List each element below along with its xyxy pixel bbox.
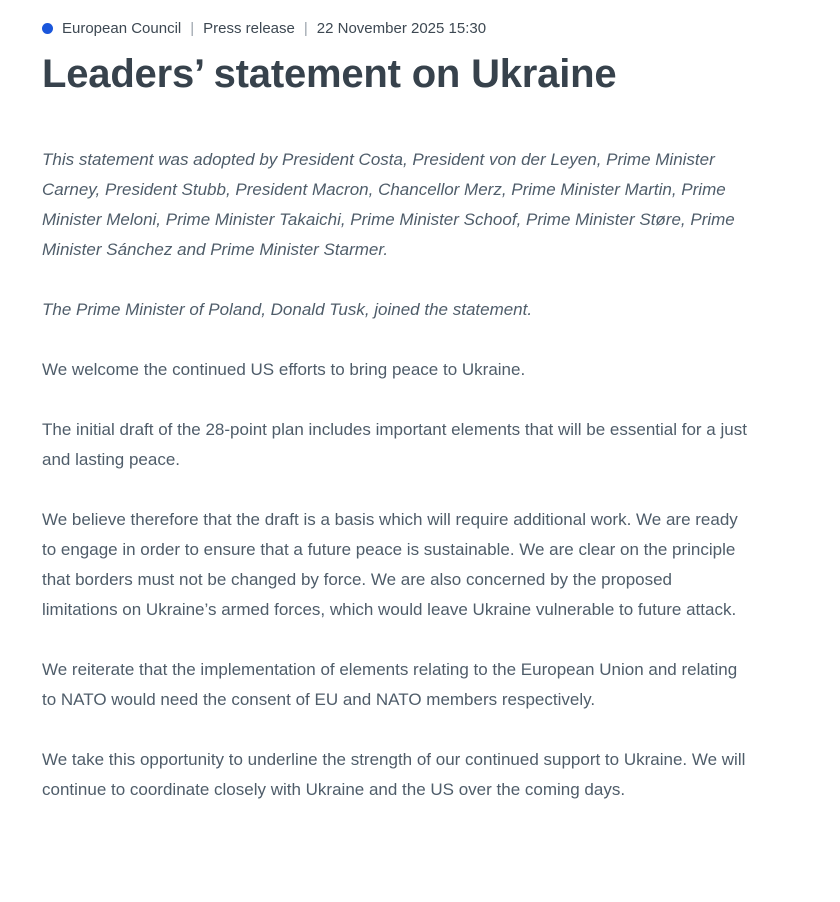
article-paragraph: We welcome the continued US efforts to bring peace to Ukraine. [42,360,526,379]
bullet-dot-icon [42,23,53,34]
meta-source: European Council [62,20,182,37]
article-paragraph: We believe therefore that the draft is a basis which will require additional work. We are ready to engage in order to ensure that a future peace is sustainable. We are clear on the principle that borders must not be changed by force. We are also concerned by the proposed limitations on Ukraine’s armed forces, which would leave Ukraine vulnerable to future attack. [42,510,738,619]
meta-separator: | [190,20,195,37]
article-paragraph: The initial draft of the 28-point plan includes important elements that will be essential for a just and lasting peace. [42,420,747,469]
article-paragraph: We take this opportunity to underline the strength of our continued support to Ukraine. We will continue to coordinate closely with Ukraine and the US over the coming days. [42,750,746,799]
meta-datetime: 22 November 2025 15:30 [316,20,487,37]
meta-separator: | [303,20,308,37]
article-paragraph: We reiterate that the implementation of elements relating to the European Union and relating to NATO would need the consent of EU and NATO members respectively. [42,660,738,709]
article-body [42,145,748,805]
article-paragraph: The Prime Minister of Poland, Donald Tusk, joined the statement. [42,300,533,319]
article-paragraph: This statement was adopted by President Costa, President von der Leyen, Prime Minister Carney, President Stubb, President Macron, Chancellor Merz, Prime Minister Martin, Prime Minister Meloni, Prime Minister Takaichi, Prime Minister Schoof, Prime Minister Støre, Prime Minister Sánchez and Prime Minister Starmer. [42,150,735,259]
article-meta [42,20,748,37]
page-title: Leaders’ statement on Ukraine [42,52,617,96]
meta-type: Press release [203,20,295,37]
